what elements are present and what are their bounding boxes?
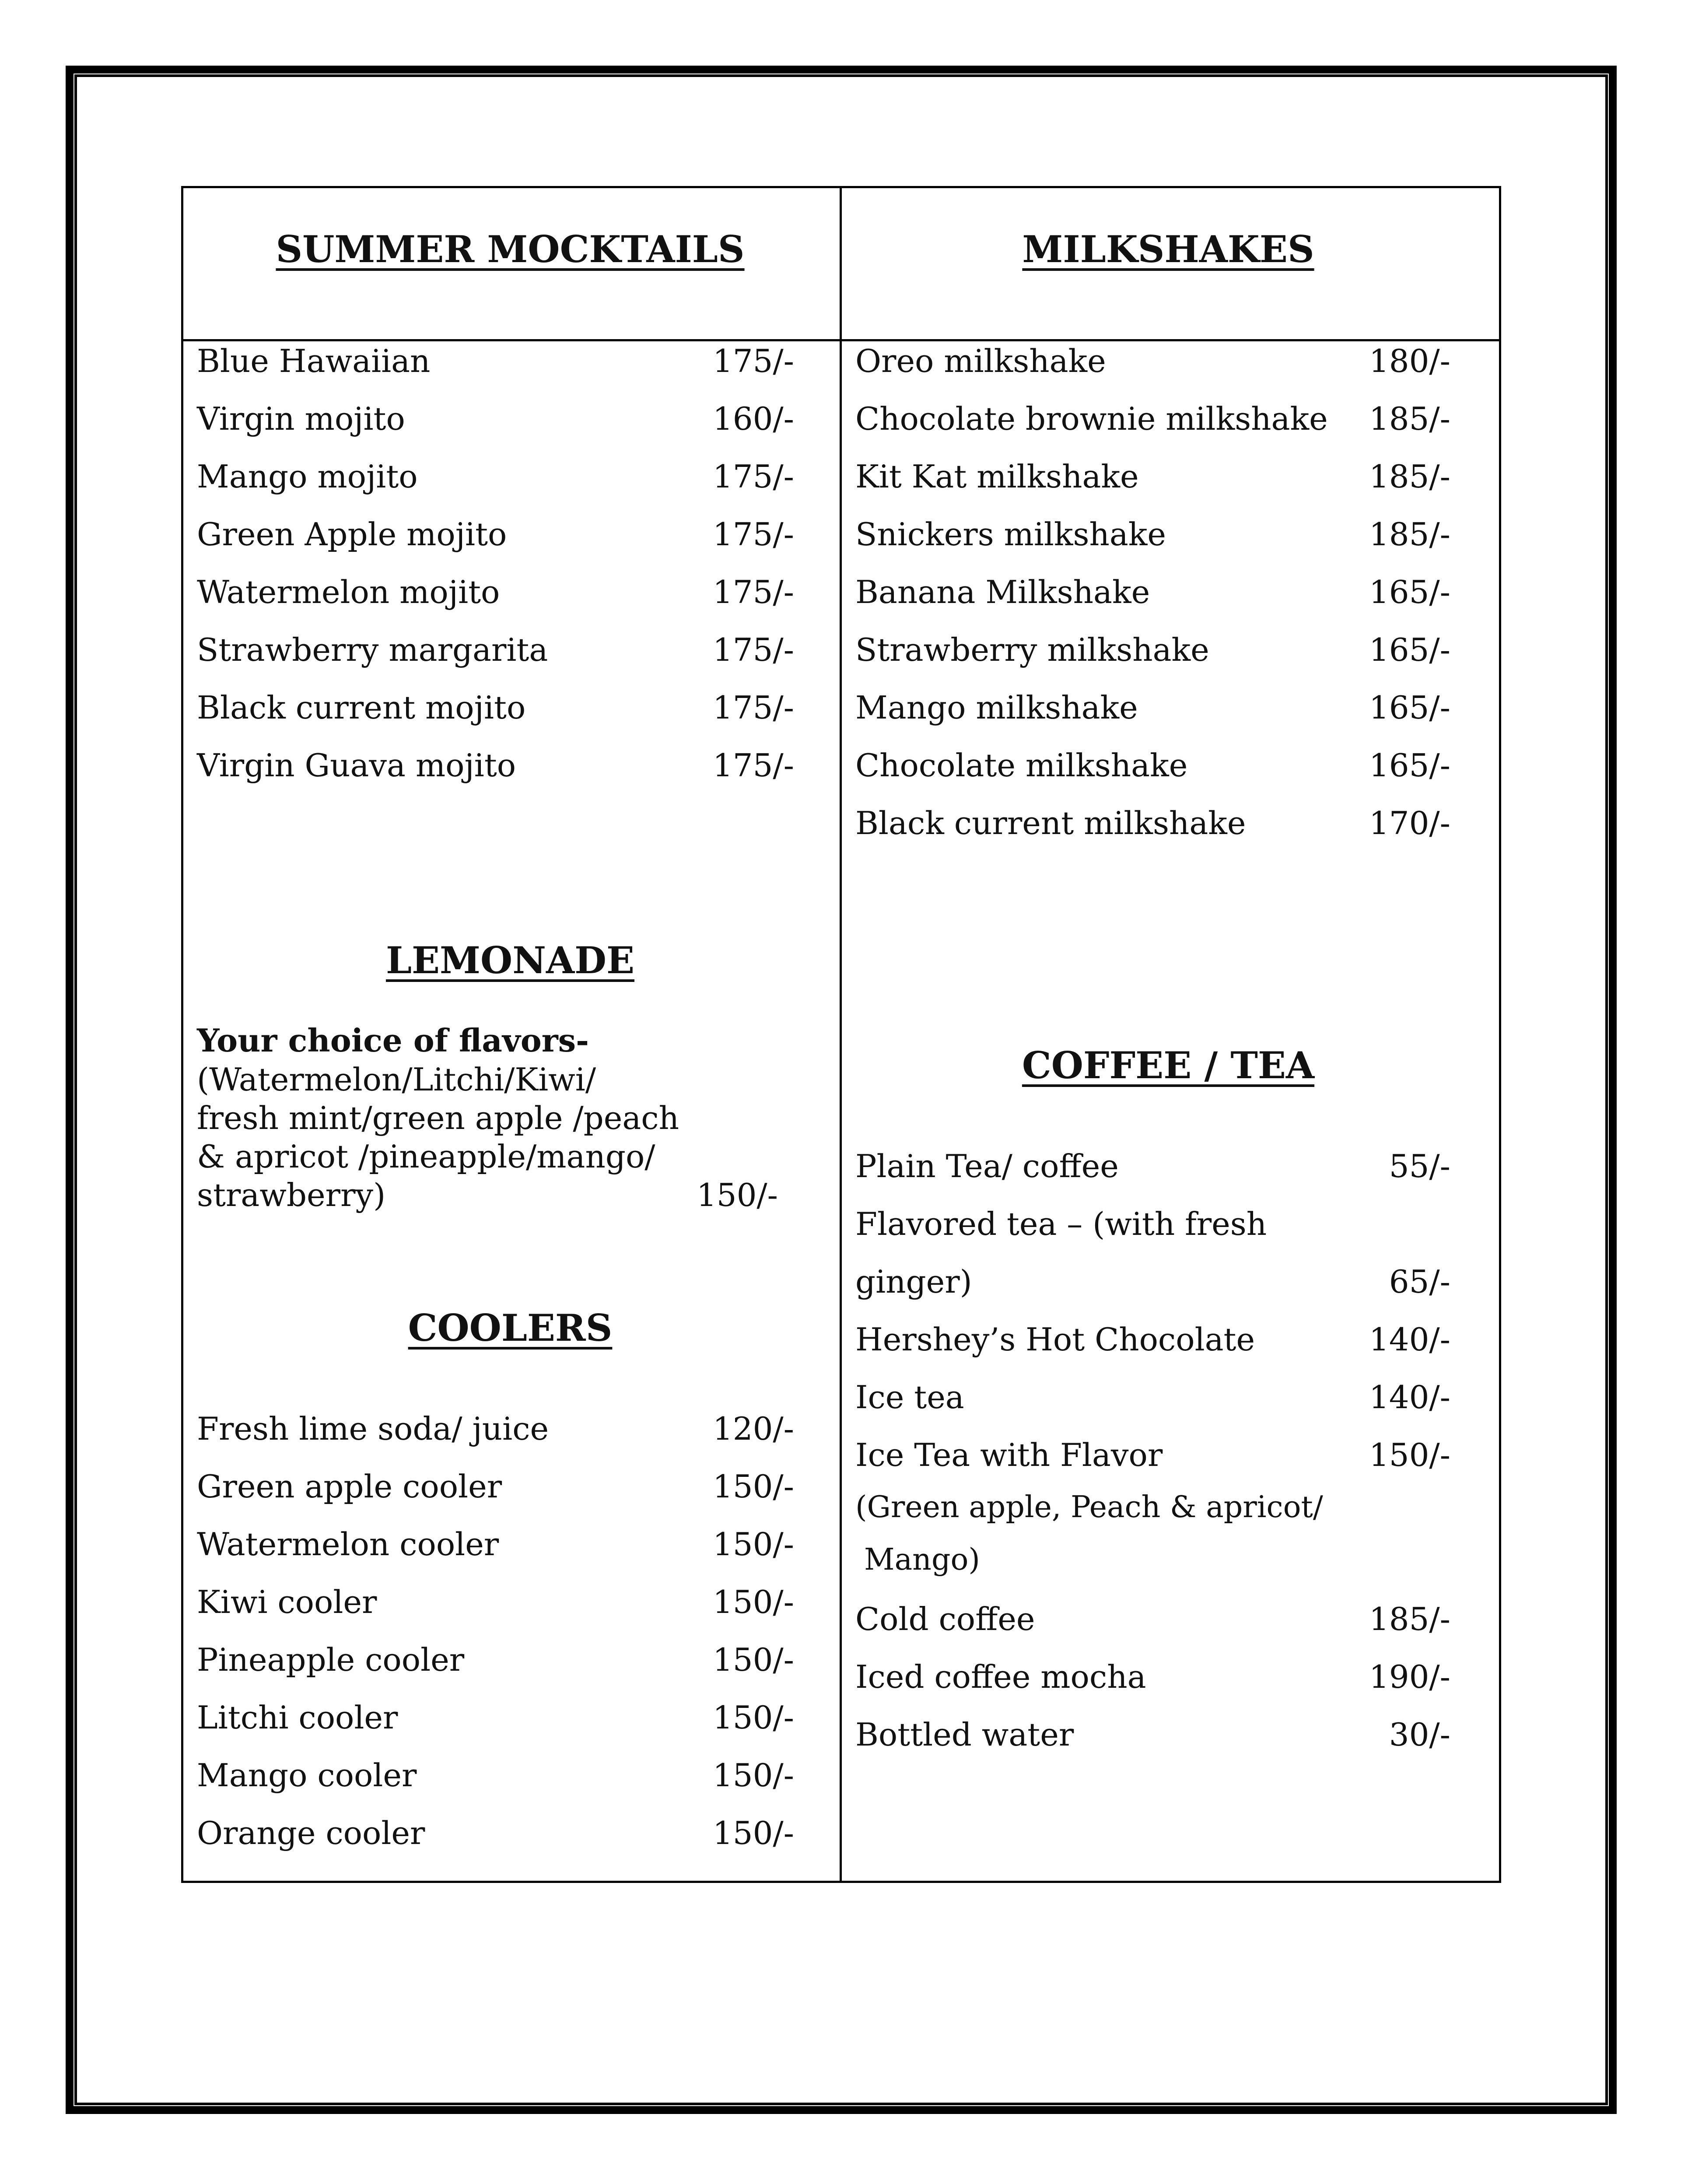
list-item: Litchi cooler 150/- xyxy=(197,1699,794,1736)
lemonade-flavors-line: fresh mint/green apple /peach xyxy=(197,1100,679,1136)
list-item: Black current milkshake 170/- xyxy=(855,805,1450,841)
list-item: Strawberry margarita 175/- xyxy=(197,631,794,668)
list-item: Green Apple mojito 175/- xyxy=(197,516,794,553)
list-item: Mango milkshake 165/- xyxy=(855,689,1450,726)
list-item: Pineapple cooler 150/- xyxy=(197,1641,794,1678)
list-item: Virgin Guava mojito 175/- xyxy=(197,747,794,784)
lemonade-lead: Your choice of flavors- xyxy=(197,1022,589,1059)
list-item: Mango mojito 175/- xyxy=(197,458,794,495)
list-item: Strawberry milkshake 165/- xyxy=(855,631,1450,668)
ice-tea-flavor-note: Mango) xyxy=(864,1542,980,1577)
list-item: Ice tea 140/- xyxy=(855,1379,1450,1416)
list-item: Kit Kat milkshake 185/- xyxy=(855,458,1450,495)
list-item: Chocolate milkshake 165/- xyxy=(855,747,1450,784)
summer-mocktails-heading: SUMMER MOCKTAILS xyxy=(276,228,745,271)
lemonade-flavors-line: & apricot /pineapple/mango/ xyxy=(197,1138,655,1175)
lemonade-flavors-line: (Watermelon/Litchi/Kiwi/ xyxy=(197,1061,596,1098)
list-item: Hershey’s Hot Chocolate 140/- xyxy=(855,1321,1450,1358)
list-item: Green apple cooler 150/- xyxy=(197,1468,794,1505)
list-item: Snickers milkshake 185/- xyxy=(855,516,1450,553)
coolers-heading: COOLERS xyxy=(408,1306,613,1350)
coffee-tea-heading: COFFEE / TEA xyxy=(1022,1044,1315,1087)
lemonade-flavors-line: strawberry) xyxy=(197,1177,386,1213)
column-divider xyxy=(840,186,842,1883)
list-item: Flavored tea – (with fresh xyxy=(855,1206,1267,1242)
list-item: Blue Hawaiian 175/- xyxy=(197,343,794,379)
list-item: Fresh lime soda/ juice 120/- xyxy=(197,1410,794,1447)
list-item: Orange cooler 150/- xyxy=(197,1815,794,1851)
lemonade-price: 150/- xyxy=(697,1177,778,1213)
list-item: Iced coffee mocha 190/- xyxy=(855,1658,1450,1695)
list-item: Oreo milkshake 180/- xyxy=(855,343,1450,379)
list-item: ginger) 65/- xyxy=(855,1263,1450,1300)
list-item: Watermelon mojito 175/- xyxy=(197,574,794,610)
ice-tea-flavor-note: (Green apple, Peach & apricot/ xyxy=(855,1490,1323,1525)
list-item: Watermelon cooler 150/- xyxy=(197,1526,794,1563)
list-item: Black current mojito 175/- xyxy=(197,689,794,726)
list-item: Banana Milkshake 165/- xyxy=(855,574,1450,610)
lemonade-heading: LEMONADE xyxy=(385,939,635,982)
list-item: Ice Tea with Flavor 150/- xyxy=(855,1437,1450,1473)
list-item: Kiwi cooler 150/- xyxy=(197,1584,794,1620)
list-item: Chocolate brownie milkshake 185/- xyxy=(855,400,1450,437)
list-item: Plain Tea/ coffee 55/- xyxy=(855,1148,1450,1185)
list-item: Cold coffee 185/- xyxy=(855,1601,1450,1637)
list-item: Bottled water 30/- xyxy=(855,1716,1450,1753)
list-item: Mango cooler 150/- xyxy=(197,1757,794,1794)
milkshakes-heading: MILKSHAKES xyxy=(1022,228,1314,271)
list-item: Virgin mojito 160/- xyxy=(197,400,794,437)
